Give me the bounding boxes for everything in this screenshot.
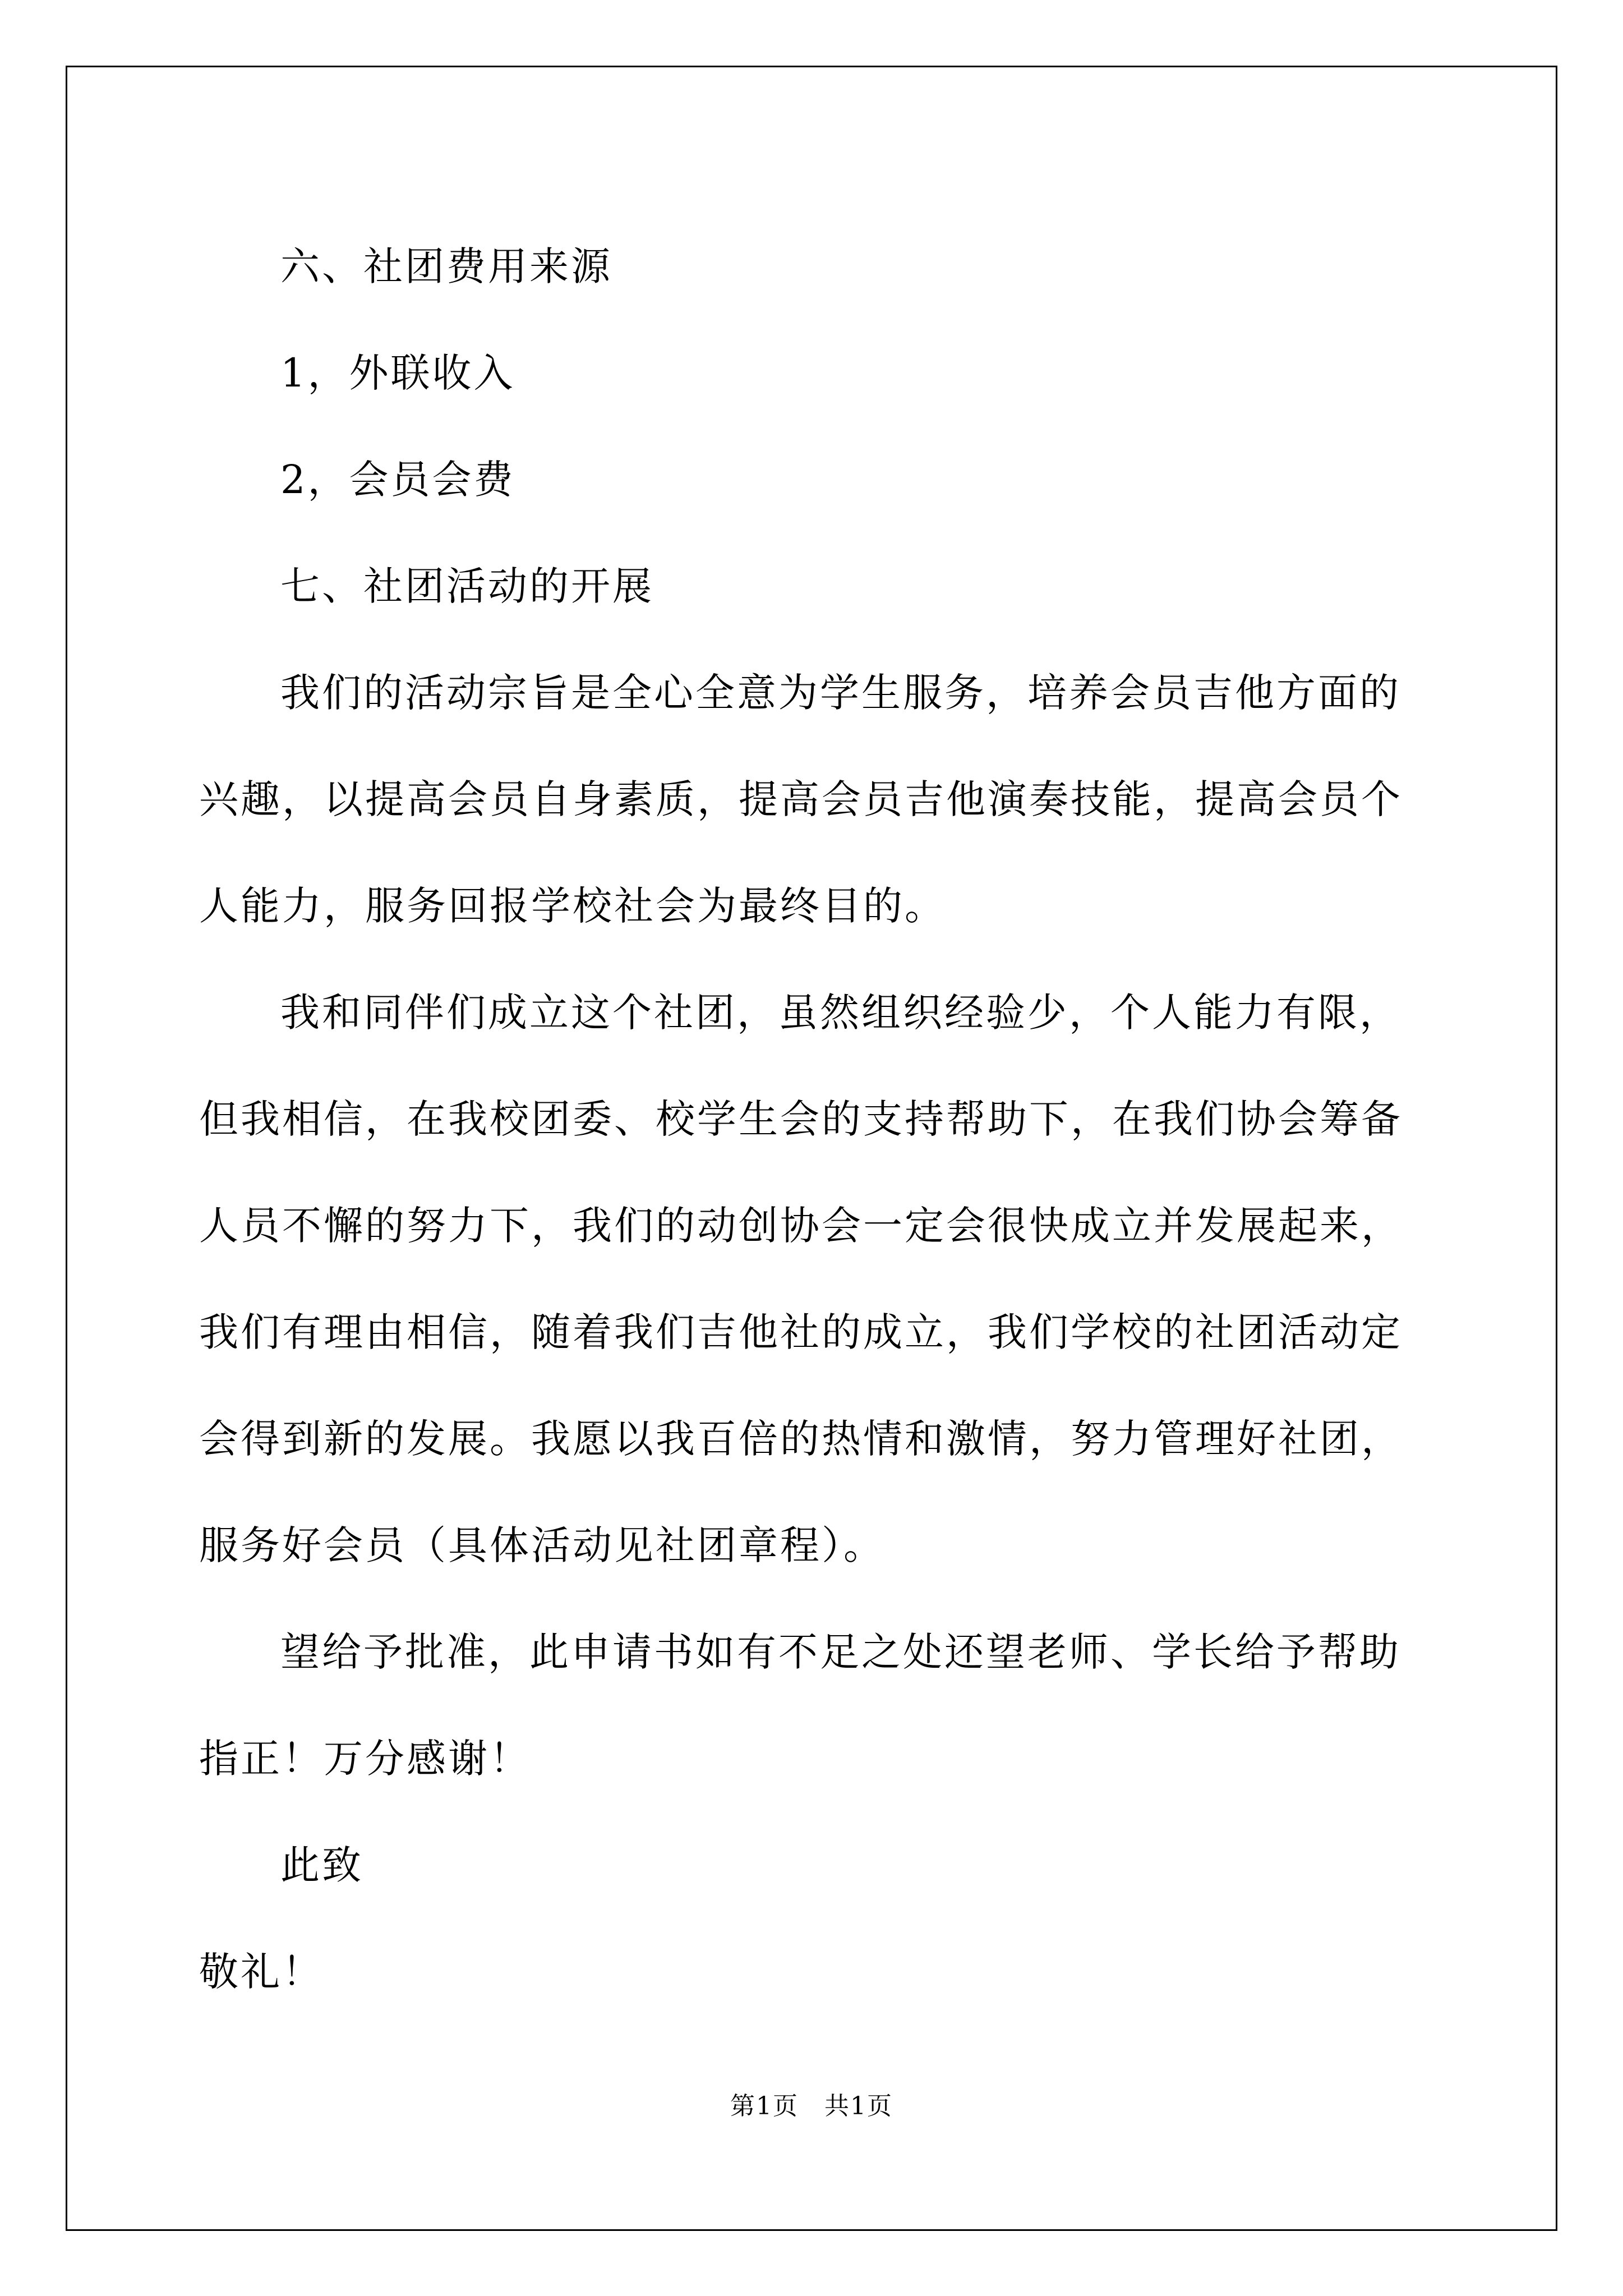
- list-item-funding-2: 2，会员会费: [280, 457, 515, 503]
- closing-salutation: 此致: [280, 1842, 363, 1888]
- section-heading-activities: 七、社团活动的开展: [280, 563, 654, 609]
- list-item-funding-1: 1，外联收入: [280, 350, 515, 396]
- closing-regards: 敬礼！: [199, 1949, 324, 1995]
- section-heading-funding: 六、社团费用来源: [280, 243, 612, 289]
- paragraph-founding-statement: 我和同伴们成立这个社团，虽然组织经验少，个人能力有限，但我相信，在我校团委、校学生会的支持帮助下，在我们协会筹备人员不懈的努力下，我们的动创协会一定会很快成立并发展起来，我们有理由相信，随着我们吉他社的成立，我们学校的社团活动定会得到新的发展。我愿以我百倍的热情和激情，努力管理好社团，服务好会员（具体活动见社团章程）。: [199, 990, 1403, 1568]
- page-number-footer: 第1页 共1页: [730, 2092, 893, 2120]
- paragraph-activity-purpose: 我们的活动宗旨是全心全意为学生服务，培养会员吉他方面的兴趣，以提高会员自身素质，提高会员吉他演奏技能，提高会员个人能力，服务回报学校社会为最终目的。: [199, 670, 1403, 929]
- paragraph-request-approval: 望给予批准，此申请书如有不足之处还望老师、学长给予帮助指正！万分感谢！: [199, 1629, 1401, 1782]
- document-body: [199, 213, 1433, 2025]
